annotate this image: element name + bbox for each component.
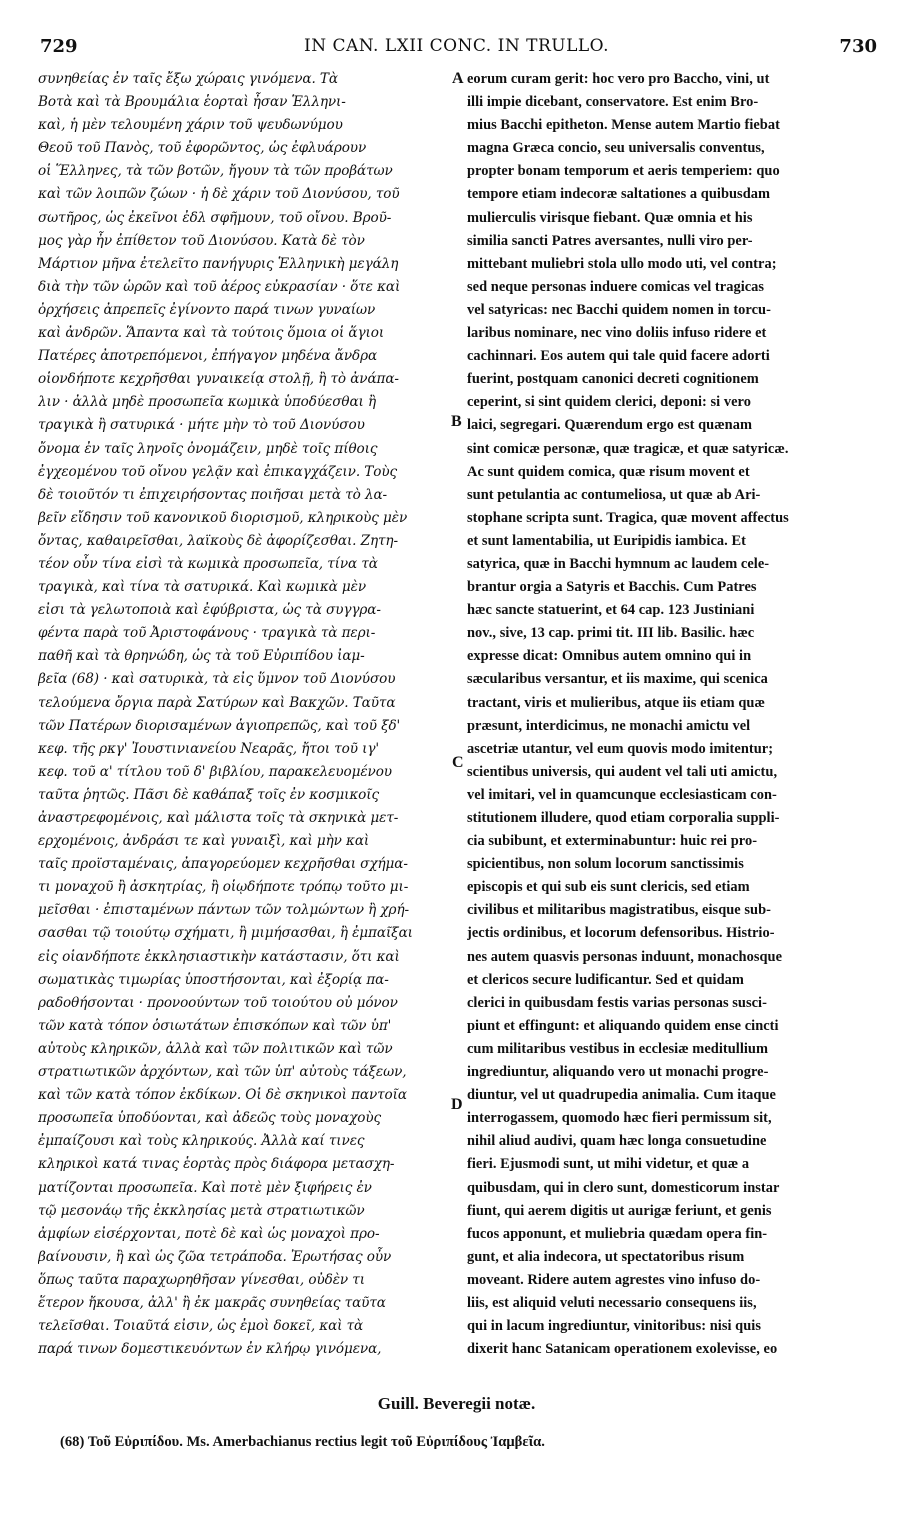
greek-text-line: ταῦτα ῥητῶς. Πᾶσι δὲ καθάπαξ τοῖς ἐν κοσμικοῖς xyxy=(38,786,379,803)
greek-text-line: τι μοναχοῦ ἢ ἀσκητρίας, ἢ οἱῳδήποτε τρόπῳ τοῦτο μι- xyxy=(38,879,409,896)
greek-text-line: τελεῖσθαι. Τοιαῦτά εἰσιν, ὡς ἐμοὶ δοκεῖ, καὶ τὰ xyxy=(38,1318,364,1335)
page-header xyxy=(36,36,877,60)
latin-text-line: cia subibunt, et exterminabuntur: huic rei pro- xyxy=(467,833,758,850)
greek-text-line: ερχομένοις, ἀνδράσι τε καὶ γυναιξὶ, καὶ μὴν καὶ xyxy=(38,833,370,850)
greek-text-line: καὶ ἀνδρῶν. Ἅπαντα καὶ τὰ τούτοις ὅμοια οἱ ἅγιοι xyxy=(38,325,385,342)
greek-text-line: ἕτερον ἤκουσα, ἀλλ' ἢ ἐκ μακρᾶς συνηθείας ταῦτα xyxy=(38,1294,386,1311)
greek-column xyxy=(38,68,444,1361)
greek-text-line: τελούμενα ὄργια παρὰ Σατύρων καὶ Βακχῶν. Ταῦτα xyxy=(38,694,396,711)
latin-text-line: laici, segregari. Quærendum ergo est quænam xyxy=(467,417,753,434)
greek-text-line: καὶ, ἡ μὲν τελουμένη χάριν τοῦ ψευδωνύμου xyxy=(38,117,343,134)
latin-text-line: expresse dicat: Omnibus autem omnino qui in xyxy=(467,648,752,665)
greek-text-line: μεῖσθαι · ἐπισταμένων πάντων τῶν τολμώντων ἢ χρή- xyxy=(38,902,409,919)
greek-text-line: μος γὰρ ἦν ἐπίθετον τοῦ Διονύσου. Κατὰ δὲ τὸν xyxy=(38,232,365,249)
latin-text-line: cachinnari. Eos autem qui tale quid facere adorti xyxy=(467,348,770,365)
latin-text-line: moveant. Ridere autem agrestes vino infuso do- xyxy=(467,1271,761,1288)
greek-text-line: καὶ τῶν λοιπῶν ζώων · ἡ δὲ χάριν τοῦ Διονύσου, τοῦ xyxy=(38,186,400,203)
latin-column xyxy=(467,68,877,1361)
section-marker-d: D xyxy=(451,1096,463,1113)
section-marker-b: B xyxy=(451,413,462,430)
latin-text-line: tractant, viris et mulieribus, atque iis etiam quæ xyxy=(467,694,765,711)
latin-text-line: propter bonam temporum et aeris temperiem: quo xyxy=(467,163,780,180)
greek-text-line: Θεοῦ τοῦ Πανὸς, τοῦ ἐφορῶντος, ὡς ἐφλυάρουν xyxy=(38,140,367,157)
latin-text-line: sunt petulantia ac contumeliosa, ut quæ ab Ari- xyxy=(467,486,761,503)
greek-text-line: ἀμφίων εἰσέρχονται, ποτὲ δὲ καὶ ὡς μοναχοὶ προ- xyxy=(38,1225,380,1242)
latin-text-line: brantur orgia a Satyris et Bacchis. Cum Patres xyxy=(467,579,757,596)
latin-text-line: cum militaribus vestibus in ecclesiæ meditullium xyxy=(467,1040,769,1057)
latin-text-line: et sunt lamentabilia, ut Euripidis iambica. Et xyxy=(467,532,746,549)
latin-text-line: eorum curam gerit: hoc vero pro Baccho, vini, ut xyxy=(467,71,770,87)
latin-text-line: tempore etiam indecoræ saltationes a quibusdam xyxy=(467,186,771,203)
greek-text-line: σωματικὰς τιμωρίας ὑποστήσονται, καὶ ἐξορίᾳ πα- xyxy=(38,971,389,988)
latin-text-line: præsunt, interdicimus, ne monachi amictu vel xyxy=(467,717,751,734)
latin-text-line: sed neque personas induere comicas vel tragicas xyxy=(467,278,765,295)
greek-text-line: ἐγχεομένου τοῦ οἴνου γελᾷν καὶ ἐπικαγχάζειν. Τοὺς xyxy=(38,463,397,480)
greek-text-line: οἱ Ἕλληνες, τὰ τῶν βοτῶν, ἤγουν τὰ τῶν προβάτων xyxy=(38,163,393,180)
greek-text-line: τῶν Πατέρων διορισαμένων ἁγιοπρεπῶς, καὶ τοῦ ξδ' xyxy=(38,717,401,734)
page-number-right: 730 xyxy=(839,36,877,57)
latin-text-line: mittebant muliebri stola ullo modo uti, vel contra; xyxy=(467,255,777,272)
latin-text-line: nov., sive, 13 cap. primi tit. III lib. Basilic. hæc xyxy=(467,625,755,642)
latin-text-line: qui in lacum ingrediuntur, vinitoribus: nisi quis xyxy=(467,1318,761,1335)
latin-text-line: stophane scripta sunt. Tragica, quæ movent affectus xyxy=(467,509,789,526)
footnote: (68) Τοῦ Εὐριπίδου. Ms. Amerbachianus rectius legit τοῦ Εὐριπίδους Ἰαμβεῖα. xyxy=(60,1434,545,1450)
latin-text-line: sint comicæ personæ, quæ tragicæ, et quæ satyricæ. xyxy=(467,440,789,457)
latin-text-line: clerici in quibusdam festis varias personas susci- xyxy=(467,994,767,1011)
latin-text-line: fuerint, postquam canonici decreti cognitionem xyxy=(467,371,759,388)
greek-text-line: εἰσι τὰ γελωτοποιὰ καὶ ἐφύβριστα, ὡς τὰ συγγρα- xyxy=(38,602,381,619)
greek-text-line: παθῆ καὶ τὰ θρηνώδη, ὡς τὰ τοῦ Εὐριπίδου ἰαμ- xyxy=(38,648,365,665)
greek-text-line: καὶ τῶν κατὰ τόπον ἐκδίκων. Οἱ δὲ σκηνικοὶ παντοῖα xyxy=(38,1087,407,1104)
greek-text-line: ὅπως ταῦτα παραχωρηθῆσαν γίνεσθαι, οὐδὲν τι xyxy=(38,1271,365,1288)
latin-text-line: similia sancti Patres aversantes, nulli viro per- xyxy=(467,232,753,249)
latin-text-line: hæc sancte statuerint, et 64 cap. 123 Justiniani xyxy=(467,602,755,619)
greek-text-line: ἀναστρεφομένοις, καὶ μάλιστα τοῖς τὰ σκηνικὰ μετ- xyxy=(38,810,399,826)
latin-text-line: piunt et effingunt: et aliquando quidem ense cincti xyxy=(467,1017,779,1034)
greek-text-line: εἰς οἱανδήποτε ἐκκλησιαστικὴν κατάστασιν, ὅτι καὶ xyxy=(38,948,400,965)
greek-text-line: φέντα παρὰ τοῦ Ἀριστοφάνους · τραγικὰ τὰ περι- xyxy=(38,625,376,642)
latin-text-line: jectis ordinibus, et locorum defensoribus. Histrio- xyxy=(467,925,775,942)
latin-text-line: ingrediuntur, aliquando vero ut monachi progre- xyxy=(467,1064,769,1081)
greek-text-line: Βοτὰ καὶ τὰ Βρουμάλια ἑορταὶ ἦσαν Ἑλληνι- xyxy=(38,94,346,111)
latin-text-line: fieri. Ejusmodi sunt, ut mihi videtur, et quæ a xyxy=(467,1156,750,1173)
latin-text-line: satyrica, quæ in Bacchi hymnum ac laudem cele- xyxy=(467,555,770,572)
latin-text-line: diuntur, vel ut quadrupedia animalia. Cum itaque xyxy=(467,1087,776,1104)
greek-text-line: προσωπεῖα ὑποδύονται, καὶ ἀδεῶς τοὺς μοναχοὺς xyxy=(38,1110,382,1127)
latin-text-line: et clericos secure ludificantur. Sed et quidam xyxy=(467,971,744,988)
greek-text-line: σασθαι τῷ τοιούτῳ σχήματι, ἢ μιμήσασθαι, ἢ ἐμπαῖξαι xyxy=(38,925,413,942)
latin-text-line: laribus nominare, nec vino doliis infuso ridere et xyxy=(467,325,767,342)
greek-text-line: ὀρχήσεις ἀπρεπεῖς ἐγίνοντο παρά τινων γυναίων xyxy=(38,301,376,318)
greek-text-line: βεῖα (68) · καὶ σατυρικὰ, τὰ εἰς ὕμνον τοῦ Διονύσου xyxy=(38,671,396,688)
latin-text-line: vel imitari, vel in quamcunque ecclesiasticam con- xyxy=(467,786,777,803)
latin-text-line: nihil aliud audivi, quam hæc longa consuetudine xyxy=(467,1133,767,1150)
greek-text-line: παρά τινων δομεστικευόντων ἐν κλήρῳ γινόμενα, xyxy=(38,1341,382,1358)
latin-text-line: gunt, et alia indecora, ut spectatoribus risum xyxy=(467,1248,745,1265)
latin-text-line: stitutionem illudere, quod etiam corporalia suppli- xyxy=(467,810,780,826)
greek-text-line: ὄντας, καθαιρεῖσθαι, λαϊκοὺς δὲ ἀφορίζεσθαι. Ζητη- xyxy=(38,532,398,549)
greek-text-line: στρατιωτικῶν ἀρχόντων, καὶ τῶν ὑπ' αὐτοὺς τάξεων, xyxy=(38,1064,407,1081)
page-number-left: 729 xyxy=(40,36,78,57)
greek-text-line: ὄνομα ἐν ταῖς ληνοῖς ὀνομάζειν, μηδὲ τοῖς πίθοις xyxy=(38,440,378,457)
latin-text-line: Ac sunt quidem comica, quæ risum movent et xyxy=(467,463,750,480)
greek-text-line: κληρικοὶ κατά τινας ἑορτὰς πρὸς διάφορα μετασχη- xyxy=(38,1156,395,1173)
greek-text-line: τραγικὰ, καὶ τίνα τὰ σατυρικά. Καὶ κωμικὰ μὲν xyxy=(38,579,367,596)
greek-text-line: συνηθείας ἐν ταῖς ἔξω χώραις γινόμενα. Τὰ xyxy=(38,71,338,87)
greek-text-line: τέον οὖν τίνα εἰσὶ τὰ κωμικὰ προσωπεῖα, τίνα τὰ xyxy=(38,555,378,572)
latin-text-line: episcopis et qui sub eis sunt clericis, sed etiam xyxy=(467,879,750,896)
greek-text-line: τῶν κατὰ τόπον ὁσιωτάτων ἐπισκόπων καὶ τῶν ὑπ' xyxy=(38,1017,392,1034)
latin-text-line: interrogassem, quomodo hæc fieri permissum sit, xyxy=(467,1110,772,1127)
latin-text-line: sæcularibus versantur, et iis maxime, qui scenica xyxy=(467,671,768,688)
latin-text-line: quibusdam, qui in clero sunt, domesticorum instar xyxy=(467,1179,780,1196)
greek-text-line: αὐτοὺς κληρικῶν, ἀλλὰ καὶ τῶν πολιτικῶν καὶ τῶν xyxy=(38,1040,393,1057)
latin-text-line: civilibus et militaribus magistratibus, eisque sub- xyxy=(467,902,771,919)
greek-text-line: Μάρτιον μῆνα ἐτελεῖτο πανήγυρις Ἑλληνικὴ μεγάλη xyxy=(38,255,399,272)
latin-text-line: magna Græca concio, seu universalis conventus, xyxy=(467,140,765,157)
greek-text-line: ματίζονται προσωπεῖα. Καὶ ποτὲ μὲν ξιφήρεις ἐν xyxy=(38,1179,372,1196)
running-title: IN CAN. LXII CONC. IN TRULLO. xyxy=(303,36,609,56)
greek-text-line: οἱονδήποτε κεχρῆσθαι γυναικείᾳ στολῇ, ἢ τὸ ἀνάπα- xyxy=(38,371,399,388)
latin-text-line: dixerit hanc Satanicam operationem exolevisse, eo xyxy=(467,1341,778,1358)
latin-text-line: spicientibus, non solum locorum sanctissimis xyxy=(467,856,744,873)
latin-text-line: ceperint, si sint quidem clerici, deponi: si vero xyxy=(467,394,751,411)
greek-text-line: διὰ τὴν τῶν ὡρῶν καὶ τοῦ ἀέρος εὐκρασίαν · ὅτε καὶ xyxy=(38,278,401,295)
latin-text-line: scientibus universis, qui audent vel tali uti amictu, xyxy=(467,763,778,780)
greek-text-line: βαίνουσιν, ἢ καὶ ὡς ζῶα τετράποδα. Ἐρωτήσας οὖν xyxy=(38,1248,392,1265)
latin-text-line: liis, est aliquid veluti necessario consequens iis, xyxy=(467,1294,757,1311)
notes-heading: Guill. Beveregii notæ. xyxy=(377,1394,536,1413)
latin-text-line: fucos apponunt, et muliebria quædam opera fin- xyxy=(467,1225,768,1242)
greek-text-line: ραδοθήσονται · προνοούντων τοῦ τοιούτου οὐ μόνον xyxy=(38,994,398,1011)
latin-text-line: vel satyricas: nec Bacchi quidem nomen in torcu- xyxy=(467,301,771,318)
latin-text-line: illi impie dicebant, conservatore. Est enim Bro- xyxy=(467,94,759,111)
section-marker-c: C xyxy=(452,754,464,771)
greek-text-line: ἐμπαίζουσι καὶ τοὺς κληρικούς. Ἀλλὰ καί τινες xyxy=(38,1133,365,1150)
latin-text-line: fiunt, qui aerem digitis ut aurigæ feriunt, et genis xyxy=(467,1202,772,1219)
greek-text-line: κεφ. τῆς ρκγ' Ἰουστινιανείου Νεαρᾶς, ἤτοι τοῦ ιγ' xyxy=(38,740,380,757)
greek-text-line: κεφ. τοῦ α' τίτλου τοῦ δ' βιβλίου, παρακελευομένου xyxy=(38,763,392,780)
latin-text-line: ascetriæ utantur, vel eum quovis modo imitentur; xyxy=(467,740,774,757)
greek-text-line: τῷ μεσονάῳ τῆς ἐκκλησίας μετὰ στρατιωτικῶν xyxy=(38,1202,365,1219)
latin-text-line: nes autem quasvis personas induunt, monachosque xyxy=(467,948,783,965)
section-marker-a: A xyxy=(452,70,464,87)
latin-text-line: mius Bacchi epitheton. Mense autem Martio fiebat xyxy=(467,117,780,134)
greek-text-line: λιν · ἀλλὰ μηδὲ προσωπεῖα κωμικὰ ὑποδύεσθαι ἢ xyxy=(38,394,377,411)
greek-text-line: σωτῆρος, ὡς ἐκεῖνοι ἐδλ σφῆμουν, τοῦ οἴνου. Βροῦ- xyxy=(38,209,392,226)
greek-text-line: ταῖς προϊσταμέναις, ἀπαγορεύομεν κεχρῆσθαι σχήμα- xyxy=(38,856,408,873)
greek-text-line: δὲ τοιοῦτόν τι ἐπιχειρήσοντας ποιῆσαι μετὰ τὸ λα- xyxy=(38,486,388,503)
latin-text-line: mulierculis virisque fiebant. Quæ omnia et his xyxy=(467,209,753,226)
greek-text-line: Πατέρες ἀποτρεπόμενοι, ἐπήγαγον μηδένα ἄνδρα xyxy=(38,348,378,365)
greek-text-line: τραγικὰ ἢ σατυρικά · μήτε μὴν τὸ τοῦ Διονύσου xyxy=(38,417,365,434)
greek-text-line: βεῖν εἴδησιν τοῦ κανονικοῦ διορισμοῦ, κληρικοὺς μὲν xyxy=(38,509,408,526)
